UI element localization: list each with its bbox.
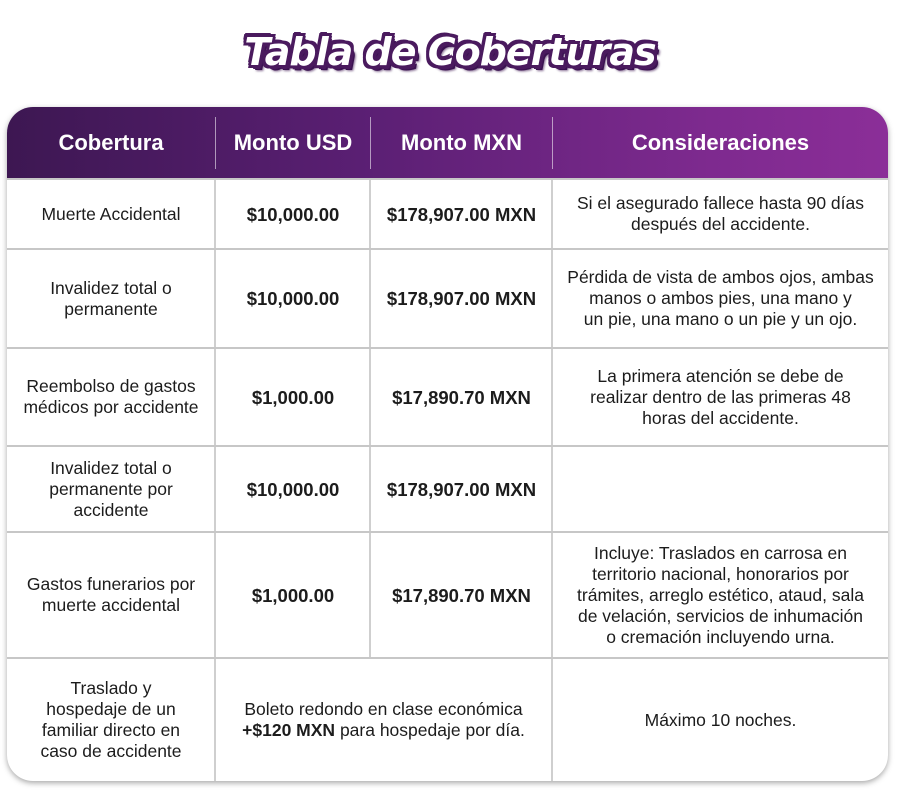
cobertura-text: Muerte Accidental <box>41 203 181 224</box>
table-row <box>7 445 888 531</box>
cobertura-text: Invalidez total o <box>50 457 172 478</box>
header-monto-usd: Monto USD <box>233 129 353 155</box>
monto-usd-cell: $1,000.00 <box>251 584 335 606</box>
monto-usd-cell: $10,000.00 <box>246 203 340 225</box>
cobertura-cell <box>7 349 215 445</box>
cobertura-cell <box>7 447 215 531</box>
consideraciones-text: Incluye: Traslados en carrosa en <box>594 542 847 563</box>
cobertura-text: Reembolso de gastos <box>26 376 196 396</box>
cobertura-cell <box>7 533 215 657</box>
table-row <box>7 248 888 347</box>
merged-monto-text: Boleto redondo en clase económica <box>244 699 523 719</box>
consideraciones-cell-empty <box>553 447 888 531</box>
cobertura-text: médicos por accidente <box>23 397 199 417</box>
consideraciones-text: horas del accidente. <box>642 407 799 428</box>
cobertura-text: accidente <box>73 499 149 520</box>
monto-mxn-cell: $178,907.00 MXN <box>386 478 537 500</box>
cobertura-text: Gastos funerarios por <box>26 574 196 594</box>
cobertura-cell <box>7 659 215 781</box>
header-consideraciones: Consideraciones <box>631 129 810 155</box>
cobertura-text: caso de accidente <box>40 741 182 761</box>
consideraciones-text: Máximo 10 noches. <box>644 709 797 730</box>
monto-mxn-cell: $178,907.00 MXN <box>386 203 537 225</box>
consideraciones-text: manos o ambos pies, una mano y <box>589 288 852 308</box>
cobertura-cell <box>7 180 215 248</box>
cobertura-text: muerte accidental <box>41 595 181 615</box>
consideraciones-text: o cremación incluyendo urna. <box>606 626 835 647</box>
cobertura-cell <box>7 250 215 347</box>
coverage-table <box>7 107 888 781</box>
consideraciones-text: territorio nacional, honorarios por <box>592 563 849 584</box>
monto-usd-cell: $10,000.00 <box>246 478 340 500</box>
monto-mxn-cell: $17,890.70 MXN <box>392 584 531 606</box>
cobertura-text: permanente <box>64 298 158 319</box>
consideraciones-cell <box>553 250 888 347</box>
table-header <box>7 107 888 178</box>
header-cobertura: Cobertura <box>58 129 164 155</box>
merged-monto-text: para hospedaje por día. <box>335 720 525 740</box>
consideraciones-cell <box>553 180 888 248</box>
cobertura-text: permanente por <box>49 478 173 499</box>
merged-monto-cell <box>216 659 551 781</box>
table-row <box>7 657 888 781</box>
consideraciones-text: Si el asegurado fallece hasta 90 días <box>577 193 864 213</box>
table-row <box>7 347 888 445</box>
monto-mxn-cell: $178,907.00 MXN <box>386 288 537 309</box>
consideraciones-text: trámites, arreglo estético, ataud, sala <box>577 584 864 605</box>
header-monto-mxn: Monto MXN <box>401 129 522 155</box>
consideraciones-text: de velación, servicios de inhumación <box>577 605 863 626</box>
cobertura-text: hospedaje de un <box>46 699 176 719</box>
consideraciones-text: después del accidente. <box>630 214 811 234</box>
consideraciones-cell <box>553 349 888 445</box>
monto-usd-cell: $10,000.00 <box>246 288 340 309</box>
consideraciones-cell <box>553 533 888 657</box>
cobertura-text: Invalidez total o <box>50 277 172 298</box>
merged-monto-amount: +$120 MXN <box>242 720 336 740</box>
consideraciones-text: La primera atención se debe de <box>597 365 844 386</box>
consideraciones-cell <box>553 659 888 781</box>
consideraciones-text: realizar dentro de las primeras 48 <box>590 386 851 407</box>
monto-usd-cell: $1,000.00 <box>251 386 335 408</box>
cobertura-text: Traslado y <box>70 678 152 698</box>
table-row <box>7 178 888 248</box>
cobertura-text: familiar directo en <box>41 720 181 740</box>
consideraciones-text: un pie, una mano o un pie y un ojo. <box>583 309 858 329</box>
table-row <box>7 531 888 657</box>
page-title: Tabla de Coberturas <box>0 30 900 74</box>
consideraciones-text: Pérdida de vista de ambos ojos, ambas <box>567 267 874 287</box>
monto-mxn-cell: $17,890.70 MXN <box>392 386 531 408</box>
